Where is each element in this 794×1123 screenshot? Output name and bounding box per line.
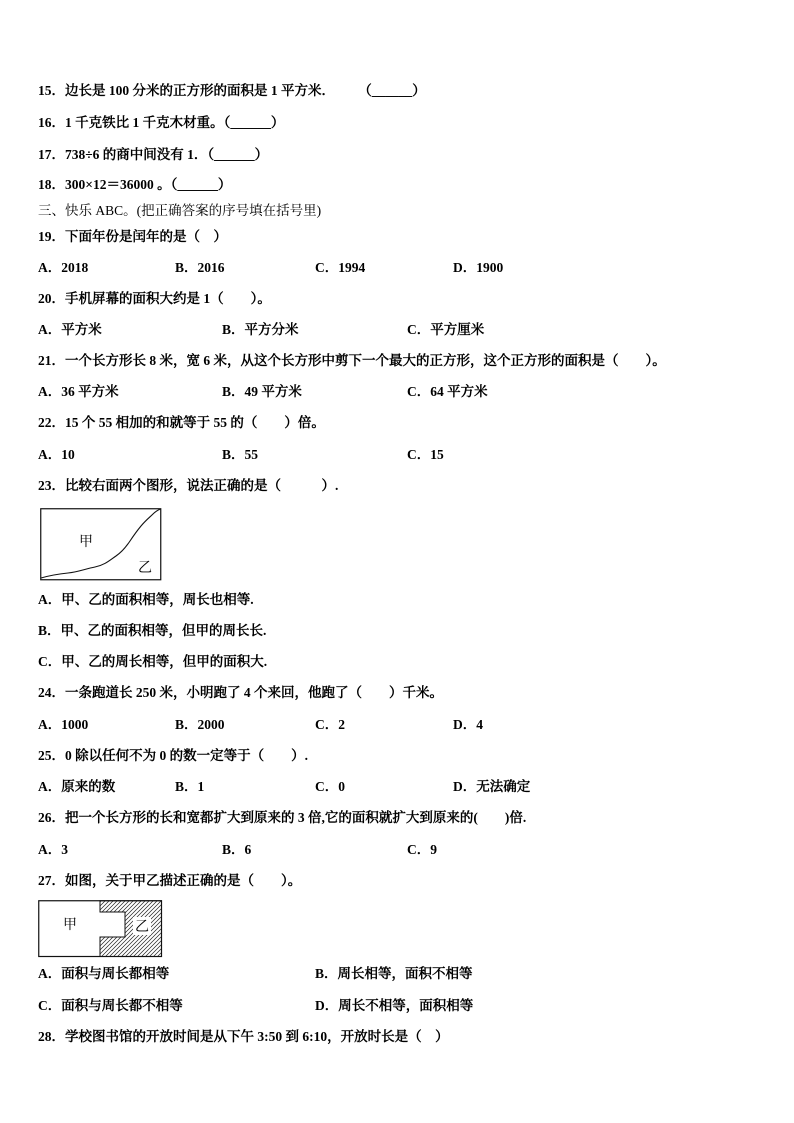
- option-c: C．2: [315, 717, 345, 732]
- option-a: A．36 平方米: [38, 384, 119, 399]
- question-27: [38, 873, 301, 889]
- option-c: C．15: [407, 447, 444, 462]
- question-stem: 手机屏幕的面积大约是 1（ ）。: [65, 291, 271, 306]
- question-16: [38, 115, 284, 131]
- question-25: [38, 748, 308, 764]
- option-b: B．2000: [175, 717, 225, 732]
- question-stem: 一个长方形长 8 米，宽 6 米，从这个长方形中剪下一个最大的正方形，这个正方形的面积是（ ）。: [65, 353, 666, 368]
- question-text: 1 千克铁比 1 千克木材重。: [65, 115, 224, 130]
- question-number: 20．: [38, 291, 65, 306]
- question-18: [38, 177, 231, 193]
- section-title: 三、快乐 ABC。(把正确答案的序号填在括号里): [38, 203, 322, 218]
- question-19: [38, 229, 227, 245]
- option-c: C．64 平方米: [407, 384, 488, 399]
- question-stem: 一条跑道长 250 米，小明跑了 4 个来回，他跑了（ ）千米。: [65, 685, 443, 700]
- question-number: 19．: [38, 229, 65, 244]
- question-stem: 学校图书馆的开放时间是从下午 3:50 到 6:10，开放时长是（ ）: [65, 1029, 449, 1044]
- option-d: D．1900: [453, 260, 504, 275]
- question-text: 边长是 100 分米的正方形的面积是 1 平方米．: [65, 83, 335, 98]
- region-jia-label: 甲: [63, 917, 77, 933]
- question-number: 16．: [38, 115, 65, 130]
- question-15: [38, 83, 426, 99]
- question-26: [38, 810, 526, 826]
- answer-blank: （______）: [223, 115, 285, 130]
- question-20: [38, 291, 271, 307]
- option-d: D．周长不相等，面积相等: [315, 998, 474, 1013]
- question-stem: 下面年份是闰年的是（ ）: [65, 229, 227, 244]
- option-b: B．平方分米: [222, 322, 299, 337]
- option-b: B．49 平方米: [222, 384, 302, 399]
- option-d: D．无法确定: [453, 779, 531, 794]
- answer-blank: （______）: [207, 147, 269, 162]
- question-stem: 比较右面两个图形，说法正确的是（ ）.: [65, 478, 339, 493]
- answer-blank: （______）: [170, 177, 232, 192]
- option-c: C．甲、乙的周长相等，但甲的面积大.: [38, 654, 268, 669]
- option-a: A．1000: [38, 717, 89, 732]
- option-c: C．平方厘米: [407, 322, 485, 337]
- question-23: [38, 478, 338, 494]
- question-22: [38, 415, 325, 431]
- option-c: C．9: [407, 842, 437, 857]
- question-number: 25．: [38, 748, 65, 763]
- question-number: 15．: [38, 83, 65, 98]
- option-c: C．面积与周长都不相等: [38, 998, 183, 1013]
- question-number: 27．: [38, 873, 65, 888]
- question-text: 300×12＝36000 。: [65, 177, 171, 192]
- option-a: A．原来的数: [38, 779, 116, 794]
- option-c: C．1994: [315, 260, 366, 275]
- question-text: 738÷6 的商中间没有 1．: [65, 147, 208, 162]
- question-stem: 如图，关于甲乙描述正确的是（ ）。: [65, 873, 302, 888]
- option-b: B．55: [222, 447, 259, 462]
- option-b: B．甲、乙的面积相等，但甲的周长长.: [38, 623, 267, 638]
- question-21: [38, 353, 666, 369]
- question-number: 22．: [38, 415, 65, 430]
- option-a: A．2018: [38, 260, 89, 275]
- question-number: 28．: [38, 1029, 65, 1044]
- option-a: A．面积与周长都相等: [38, 966, 170, 981]
- question-number: 17．: [38, 147, 65, 162]
- question-number: 24．: [38, 685, 65, 700]
- figure-curve-split-rectangle: [40, 508, 162, 582]
- question-stem: 把一个长方形的长和宽都扩大到原来的 3 倍,它的面积就扩大到原来的( )倍.: [65, 810, 527, 825]
- question-24: [38, 685, 443, 701]
- option-a: A．10: [38, 447, 75, 462]
- question-stem: 0 除以任何不为 0 的数一定等于（ ）.: [65, 748, 308, 763]
- option-b: B．周长相等，面积不相等: [315, 966, 473, 981]
- figure-notched-rectangles: [38, 900, 163, 958]
- region-yi-label: 乙: [138, 560, 152, 576]
- question-stem: 15 个 55 相加的和就等于 55 的（ ）倍。: [65, 415, 325, 430]
- option-c: C．0: [315, 779, 345, 794]
- option-b: B．1: [175, 779, 205, 794]
- question-17: [38, 147, 268, 163]
- option-b: B．2016: [175, 260, 225, 275]
- question-number: 23．: [38, 478, 65, 493]
- region-jia-label: 甲: [79, 534, 93, 550]
- question-28: [38, 1029, 449, 1045]
- option-b: B．6: [222, 842, 252, 857]
- question-number: 26．: [38, 810, 65, 825]
- option-a: A．平方米: [38, 322, 102, 337]
- option-a: A．甲、乙的面积相等，周长也相等.: [38, 592, 254, 607]
- option-a: A．3: [38, 842, 68, 857]
- question-number: 21．: [38, 353, 65, 368]
- region-yi-hatched: [100, 901, 162, 957]
- option-d: D．4: [453, 717, 483, 732]
- answer-blank: （______）: [365, 83, 426, 98]
- region-yi-label: 乙: [135, 919, 149, 935]
- question-number: 18．: [38, 177, 65, 192]
